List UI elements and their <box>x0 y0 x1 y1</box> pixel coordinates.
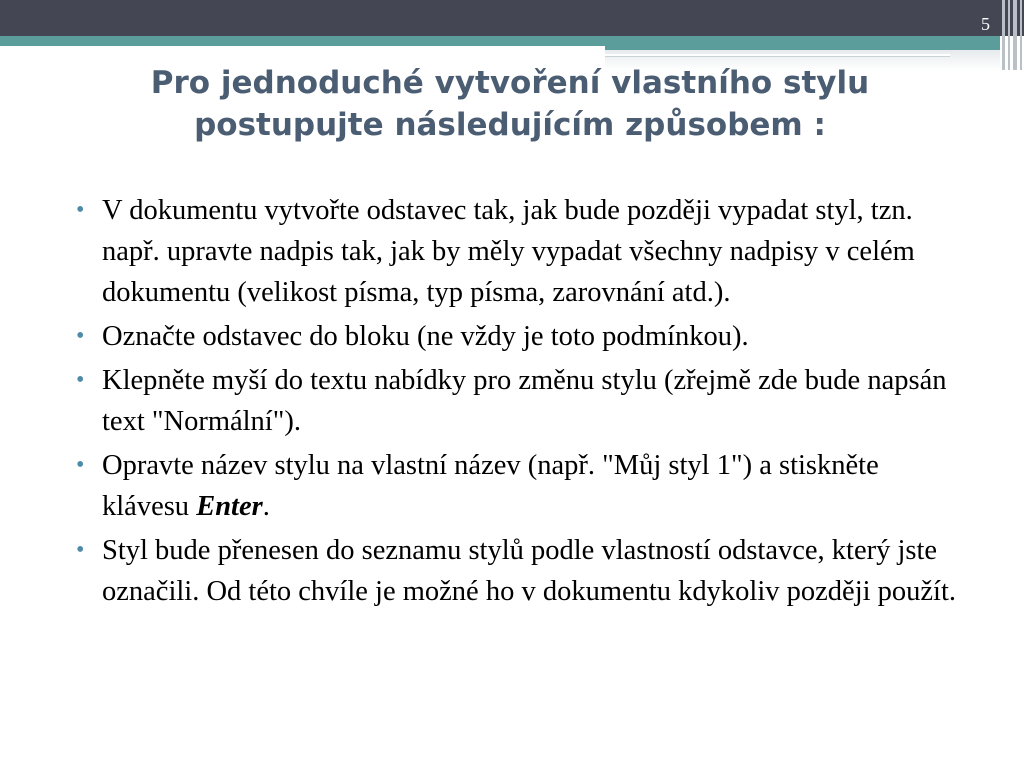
list-item <box>70 445 970 527</box>
bullet-icon: • <box>76 323 85 349</box>
list-item <box>70 530 970 612</box>
list-item-text: Styl bude přenesen do seznamu stylů podle vlastností odstavce, který jste označili. Od této chvíle je možné ho v dokumentu kdykoliv později použít. <box>102 535 957 607</box>
list-item <box>70 316 970 357</box>
list-item <box>70 360 970 442</box>
decorative-line <box>605 54 950 56</box>
list-item-text-part: . <box>262 491 270 522</box>
decorative-bars <box>1000 0 1024 70</box>
bullet-icon: • <box>76 197 85 223</box>
enter-key-emphasis: Enter <box>196 491 263 522</box>
accent-stripe-thin <box>605 46 1000 50</box>
list-item <box>70 190 970 313</box>
page-number: 5 <box>981 14 990 34</box>
list-item-text: Označte odstavec do bloku (ne vždy je toto podmínkou). <box>102 321 749 352</box>
slide-title <box>70 62 950 146</box>
bullet-icon: • <box>76 452 85 478</box>
title-line-1: Pro jednoduché vytvoření vlastního stylu <box>150 65 870 101</box>
accent-stripe <box>0 36 1000 46</box>
header-band <box>0 0 1024 36</box>
bullet-icon: • <box>76 367 85 393</box>
list-item-text-part: Opravte název stylu na vlastní název (např. "Můj styl 1") a stiskněte klávesu <box>102 450 879 522</box>
list-item-text: V dokumentu vytvořte odstavec tak, jak bude později vypadat styl, tzn. např. upravte nadpis tak, jak by měly vypadat všechny nadpisy v celém dokumentu (velikost písma, typ písma, zarovnání atd.). <box>102 195 915 308</box>
title-line-2: postupujte následujícím způsobem : <box>194 107 826 143</box>
bullet-list <box>70 190 970 615</box>
list-item-text: Klepněte myší do textu nabídky pro změnu stylu (zřejmě zde bude napsán text "Normální"). <box>102 365 947 437</box>
bullet-icon: • <box>76 537 85 563</box>
list-item-text <box>102 450 879 522</box>
